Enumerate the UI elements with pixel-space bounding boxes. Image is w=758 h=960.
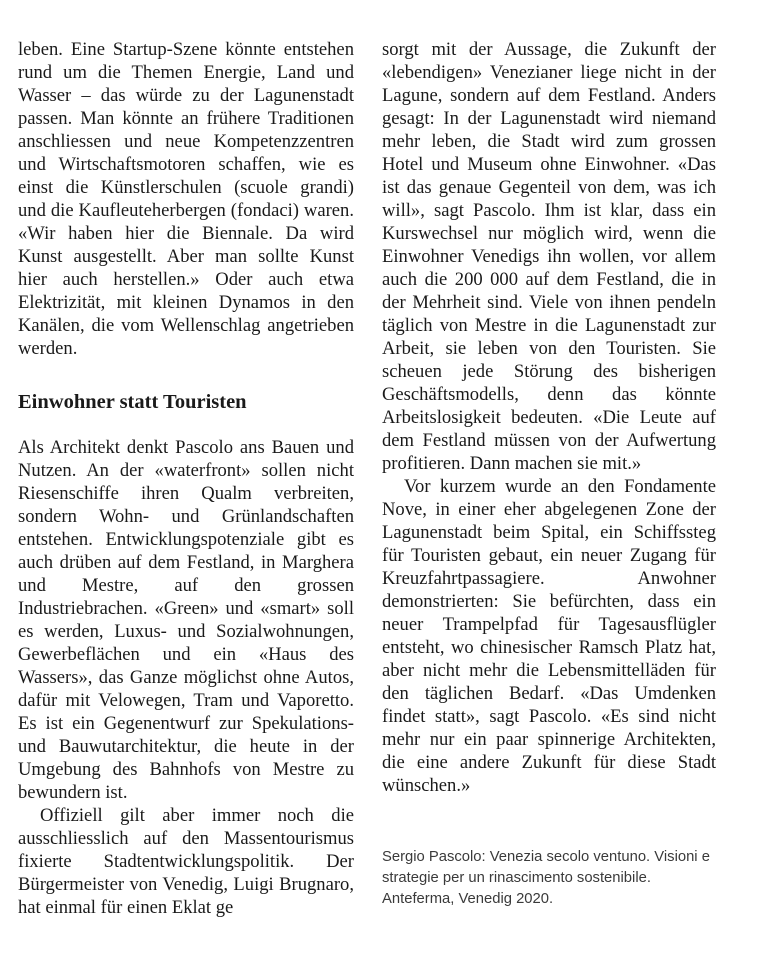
paragraph: Offiziell gilt aber immer noch die ausschliesslich auf den Massentourismus fixierte Stadtentwicklungspolitik. Der Bürgermeister von Venedig, Luigi Brugnaro, hat einmal für einen Eklat ge [18,805,354,918]
book-caption: Sergio Pascolo: Venezia secolo ventuno. Visioni e strategie per un rinascimento sostenibile. Anteferma, Venedig 2020. [382,849,710,907]
section-heading: Einwohner statt Touristen [18,391,247,413]
paragraph: leben. Eine Startup-Szene könnte entstehen rund um die Themen Energie, Land und Wasser – das würde zu der Lagunenstadt passen. Man könnte an frühere Traditionen anschliessen und neue Kompetenzzentren und Wirtschaftsmotoren schaffen, wie es einst die Künstlerschulen (scuole grandi) und die Kaufleuteherbergen (fondaci) waren. «Wir haben hier die Biennale. Da wird Kunst ausgestellt. Aber man sollte Kunst hier auch herstellen.» Oder auch etwa Elektrizität, mit kleinen Dynamos in den Kanälen, die vom Wellenschlag angetrieben werden. [18,39,354,359]
right-column [382,38,716,797]
left-column [18,38,354,919]
paragraph: Als Architekt denkt Pascolo ans Bauen und Nutzen. An der «waterfront» sollen nicht Riesenschiffe ihren Qualm verbreiten, sondern Wohn- und Grünlandschaften entstehen. Entwicklungspotenziale gibt es auch drüben auf dem Festland, in Marghera und Mestre, auf den grossen Industriebrachen. «Green» und «smart» soll es werden, Luxus- und Sozialwohnungen, Gewerbeflächen und ein «Haus des Wassers», das Ganze möglichst ohne Autos, dafür mit Velowegen, Tram und Vaporetto. Es ist ein Gegenentwurf zur Spekulations- und Bauwutarchitektur, die heute in der Umgebung des Bahnhofs von Mestre zu bewundern ist. [18,437,354,803]
paragraph: sorgt mit der Aussage, die Zukunft der «lebendigen» Venezianer liege nicht in der Lagune, sondern auf dem Festland. Anders gesagt: In der Lagunenstadt wird niemand mehr leben, die Stadt wird zum grossen Hotel und Museum ohne Einwohner. «Das ist das genaue Gegenteil von dem, was ich will», sagt Pascolo. Ihm ist klar, dass ein Kurswechsel nur möglich wird, wenn die Einwohner Venedigs ihn wollen, vor allem auch die 200 000 auf dem Festland, die in der Mehrheit sind. Viele von ihnen pendeln täglich von Mestre in die Lagunenstadt zur Arbeit, sie leben von den Touristen. Sie scheuen jede Störung des bisherigen Geschäftsmodells, denn das könnte Arbeitslosigkeit bedeuten. «Die Leute auf dem Festland müssen von der Aufwertung profitieren. Dann machen sie mit.» [382,39,716,474]
paragraph: Vor kurzem wurde an den Fondamente Nove, in einer eher abgelegenen Zone der Lagunenstadt beim Spital, ein Schiffssteg für Touristen gebaut, ein neuer Zugang für Kreuzfahrtpassagiere. Anwohner demonstrierten: Sie befürchten, dass ein neuer Trampelpfad für Tagesausflügler entsteht, wo chinesischer Ramsch Platz hat, aber nicht mehr die Lebensmittelläden für den täglichen Bedarf. «Das Umdenken findet statt», sagt Pascolo. «Es sind nicht mehr nur ein paar spinnerige Architekten, die eine andere Zukunft für diese Stadt wünschen.» [382,476,716,796]
